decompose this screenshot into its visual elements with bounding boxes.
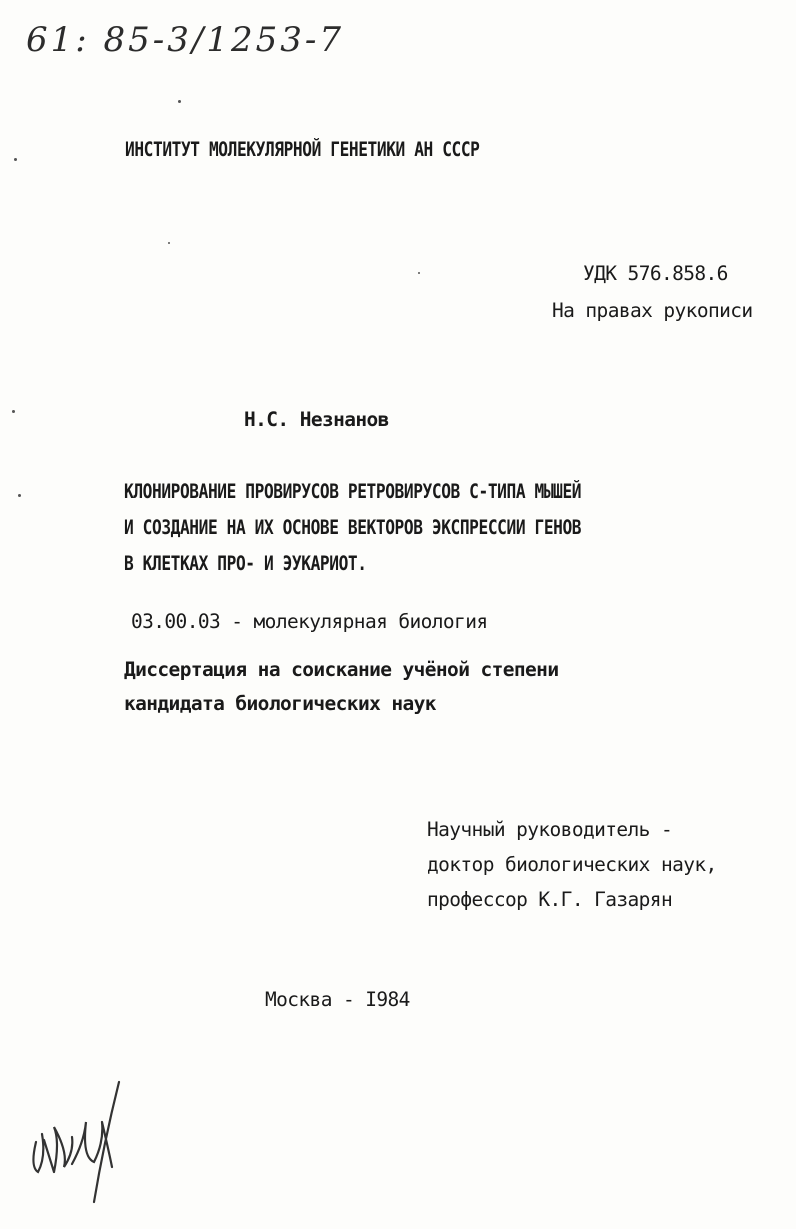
title-line: В КЛЕТКАХ ПРО- И ЭУКАРИОТ. [124,552,367,575]
title-line: И СОЗДАНИЕ НА ИХ ОСНОВЕ ВЕКТОРОВ ЭКСПРЕССИИ ГЕНОВ [124,516,582,539]
scan-speck [18,494,21,497]
degree-line: кандидата биологических наук [124,692,436,715]
supervisor-line: Научный руководитель - [427,818,673,841]
city-year: Москва - I984 [265,988,410,1011]
scan-speck [178,100,181,103]
author-name: Н.С. Незнанов [244,408,389,431]
scan-speck [418,272,420,274]
scan-speck [12,410,15,413]
udc-code: УДК 576.858.6 [583,262,728,285]
specialty-code: 03.00.03 - молекулярная биология [131,610,488,633]
degree-line: Диссертация на соискание учёной степени [124,658,559,681]
supervisor-line: профессор К.Г. Газарян [427,888,673,911]
supervisor-line: доктор биологических наук, [427,853,717,876]
scan-speck [168,242,170,244]
handwritten-signature [24,1072,144,1207]
scan-speck [14,158,17,161]
title-line: КЛОНИРОВАНИЕ ПРОВИРУСОВ РЕТРОВИРУСОВ С-ТИПА МЫШЕЙ [124,480,582,503]
handwritten-archive-code: 61: 85-3/1253-7 [26,20,345,60]
manuscript-rights-note: На правах рукописи [552,299,753,322]
institute-name: ИНСТИТУТ МОЛЕКУЛЯРНОЙ ГЕНЕТИКИ АН СССР [125,138,480,161]
